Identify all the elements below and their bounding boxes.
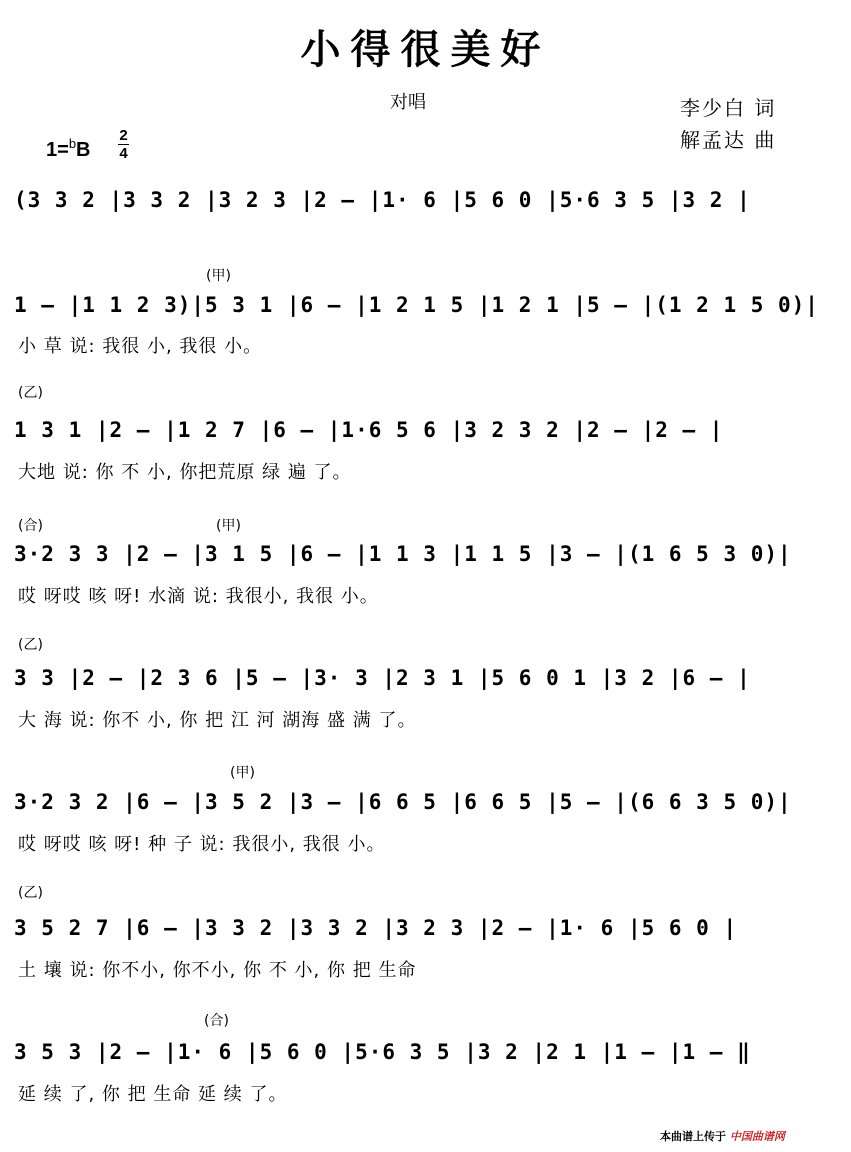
part-marker: (合): [204, 1013, 229, 1029]
notation-row-2: 1 – |1 1 2 3)|5 3 1 |6 – |1 2 1 5 |1 2 1 |5 – |(1 2 1 5 0)|: [14, 293, 819, 317]
notation-row-1: (3 3 2 |3 3 2 |3 2 3 |2 – |1· 6 |5 6 0 |5·6 3 5 |3 2 |: [14, 188, 751, 212]
part-marker: (甲): [216, 518, 241, 534]
notation-row-3: 1 3 1 |2 – |1 2 7 |6 – |1·6 5 6 |3 2 3 2 |2 – |2 – |: [14, 418, 724, 442]
lyrics-row-2: 小 草 说: 我很 小, 我很 小。: [18, 336, 263, 357]
upload-footer: [660, 1128, 785, 1144]
lyrics-row-8: 延 续 了, 你 把 生命 延 续 了。: [18, 1084, 288, 1105]
composer-credit: 解孟达 曲: [680, 128, 777, 152]
part-marker: (甲): [230, 765, 255, 781]
key-note: B: [76, 139, 91, 161]
notation-row-8: 3 5 3 |2 – |1· 6 |5 6 0 |5·6 3 5 |3 2 |2 1 |1 – |1 – ‖: [14, 1040, 751, 1064]
part-marker: (乙): [18, 385, 43, 401]
song-subtitle: 对唱: [390, 92, 426, 113]
key-signature: [46, 136, 91, 162]
notation-row-4: 3·2 3 3 |2 – |3 1 5 |6 – |1 1 3 |1 1 5 |3 – |(1 6 5 3 0)|: [14, 542, 792, 566]
notation-row-5: 3 3 |2 – |2 3 6 |5 – |3· 3 |2 3 1 |5 6 0 1 |3 2 |6 – |: [14, 666, 751, 690]
upload-text: 本曲谱上传于: [660, 1130, 726, 1143]
lyricist-credit: 李少白 词: [680, 96, 777, 120]
lyrics-row-7: 土 壤 说: 你不小, 你不小, 你 不 小, 你 把 生命: [18, 960, 417, 981]
part-marker: (甲): [206, 268, 231, 284]
time-bottom: 4: [119, 145, 128, 162]
flat-sign: b: [68, 136, 77, 151]
notation-row-7: 3 5 2 7 |6 – |3 3 2 |3 3 2 |3 2 3 |2 – |1· 6 |5 6 0 |: [14, 916, 738, 940]
lyrics-row-3: 大地 说: 你 不 小, 你把荒原 绿 遍 了。: [18, 462, 352, 483]
notation-row-6: 3·2 3 2 |6 – |3 5 2 |3 – |6 6 5 |6 6 5 |5 – |(6 6 3 5 0)|: [14, 790, 792, 814]
lyrics-row-5: 大 海 说: 你不 小, 你 把 江 河 湖海 盛 满 了。: [18, 710, 417, 731]
part-marker: (合): [18, 518, 43, 534]
song-title: 小得很美好: [300, 26, 551, 73]
part-marker: (乙): [18, 637, 43, 653]
part-marker: (乙): [18, 885, 43, 901]
key-prefix: 1=: [46, 139, 69, 161]
lyrics-row-6: 哎 呀哎 咳 呀! 种 子 说: 我很小, 我很 小。: [18, 834, 386, 855]
time-signature: [118, 128, 129, 161]
lyrics-row-4: 哎 呀哎 咳 呀! 水滴 说: 我很小, 我很 小。: [18, 586, 379, 607]
site-logo[interactable]: 中国曲谱网: [729, 1130, 785, 1143]
time-top: 2: [119, 127, 128, 144]
